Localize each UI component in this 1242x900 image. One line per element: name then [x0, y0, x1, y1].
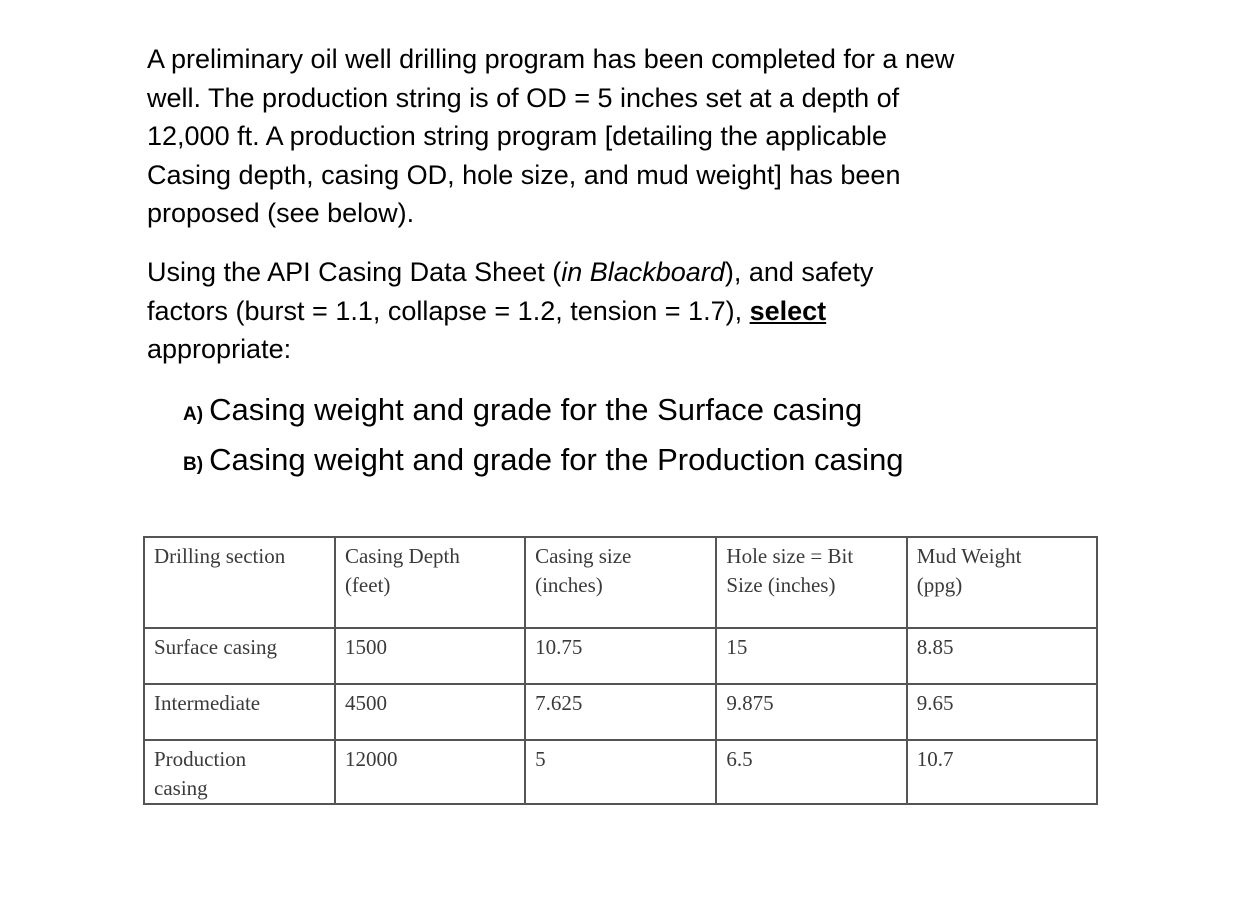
text-line: A preliminary oil well drilling program has been completed for a new [147, 44, 955, 74]
table-cell: 10.75 [525, 628, 716, 684]
table-cell: 12000 [335, 740, 525, 804]
header-line: Casing size [535, 544, 632, 568]
instruction-paragraph [147, 253, 1107, 369]
cell-line: Surface casing [154, 635, 278, 659]
table-cell [144, 628, 335, 684]
column-header [907, 537, 1097, 628]
table-cell: 8.85 [907, 628, 1097, 684]
column-header [525, 537, 716, 628]
cell-line: casing [154, 776, 208, 800]
header-line: (feet) [344, 573, 391, 597]
text-run: factors (burst = 1.1, collapse = 1.2, tension = 1.7), [147, 295, 750, 326]
text-run: Using the API Casing Data Sheet ( [147, 257, 562, 287]
header-line: (inches) [535, 573, 603, 597]
header-line: Hole size = Bit [726, 544, 854, 568]
text-line [147, 253, 1107, 292]
table-cell: 5 [525, 740, 716, 804]
task-item [183, 437, 904, 487]
text-line [147, 292, 1107, 331]
text-line: appropriate: [147, 334, 292, 365]
table-row [144, 628, 1097, 684]
table-cell: 9.875 [716, 684, 906, 740]
table-cell: 1500 [335, 628, 525, 684]
table-cell: 6.5 [716, 740, 906, 804]
problem-statement [147, 40, 1107, 233]
header-line: Drilling section [154, 544, 286, 568]
table-row [144, 684, 1097, 740]
task-text: Casing weight and grade for the Production casing [209, 442, 904, 477]
cell-line: Intermediate [154, 691, 261, 715]
table-cell [144, 740, 335, 804]
header-line: Casing Depth [344, 544, 460, 568]
task-item [183, 387, 904, 437]
column-header [144, 537, 335, 628]
task-text: Casing weight and grade for the Surface casing [209, 392, 863, 427]
header-line: Size (inches) [726, 573, 836, 597]
column-header [335, 537, 525, 628]
table-header-row [144, 537, 1097, 628]
casing-program-table [143, 536, 1098, 805]
table-row [144, 740, 1097, 804]
text-run: ), and safety [724, 257, 874, 287]
emphasis-select: select [749, 295, 827, 326]
text-line: 12,000 ft. A production string program [detailing the applicable [147, 121, 887, 152]
cell-line: Production [154, 747, 247, 771]
header-line: (ppg) [916, 573, 963, 597]
italic-text: in Blackboard [561, 257, 725, 287]
task-marker: A) [183, 404, 204, 425]
text-line: well. The production string is of OD = 5 inches set at a depth of [147, 82, 900, 113]
table-cell [144, 684, 335, 740]
table-cell: 9.65 [907, 684, 1097, 740]
table-cell: 10.7 [907, 740, 1097, 804]
header-line: Mud Weight [916, 544, 1022, 568]
text-line: Casing depth, casing OD, hole size, and mud weight] has been [147, 159, 901, 190]
text-line: proposed (see below). [147, 198, 415, 229]
task-list [183, 387, 904, 487]
table-cell: 15 [716, 628, 906, 684]
task-marker: B) [183, 454, 204, 475]
column-header [716, 537, 906, 628]
table-cell: 4500 [335, 684, 525, 740]
table-cell: 7.625 [525, 684, 716, 740]
